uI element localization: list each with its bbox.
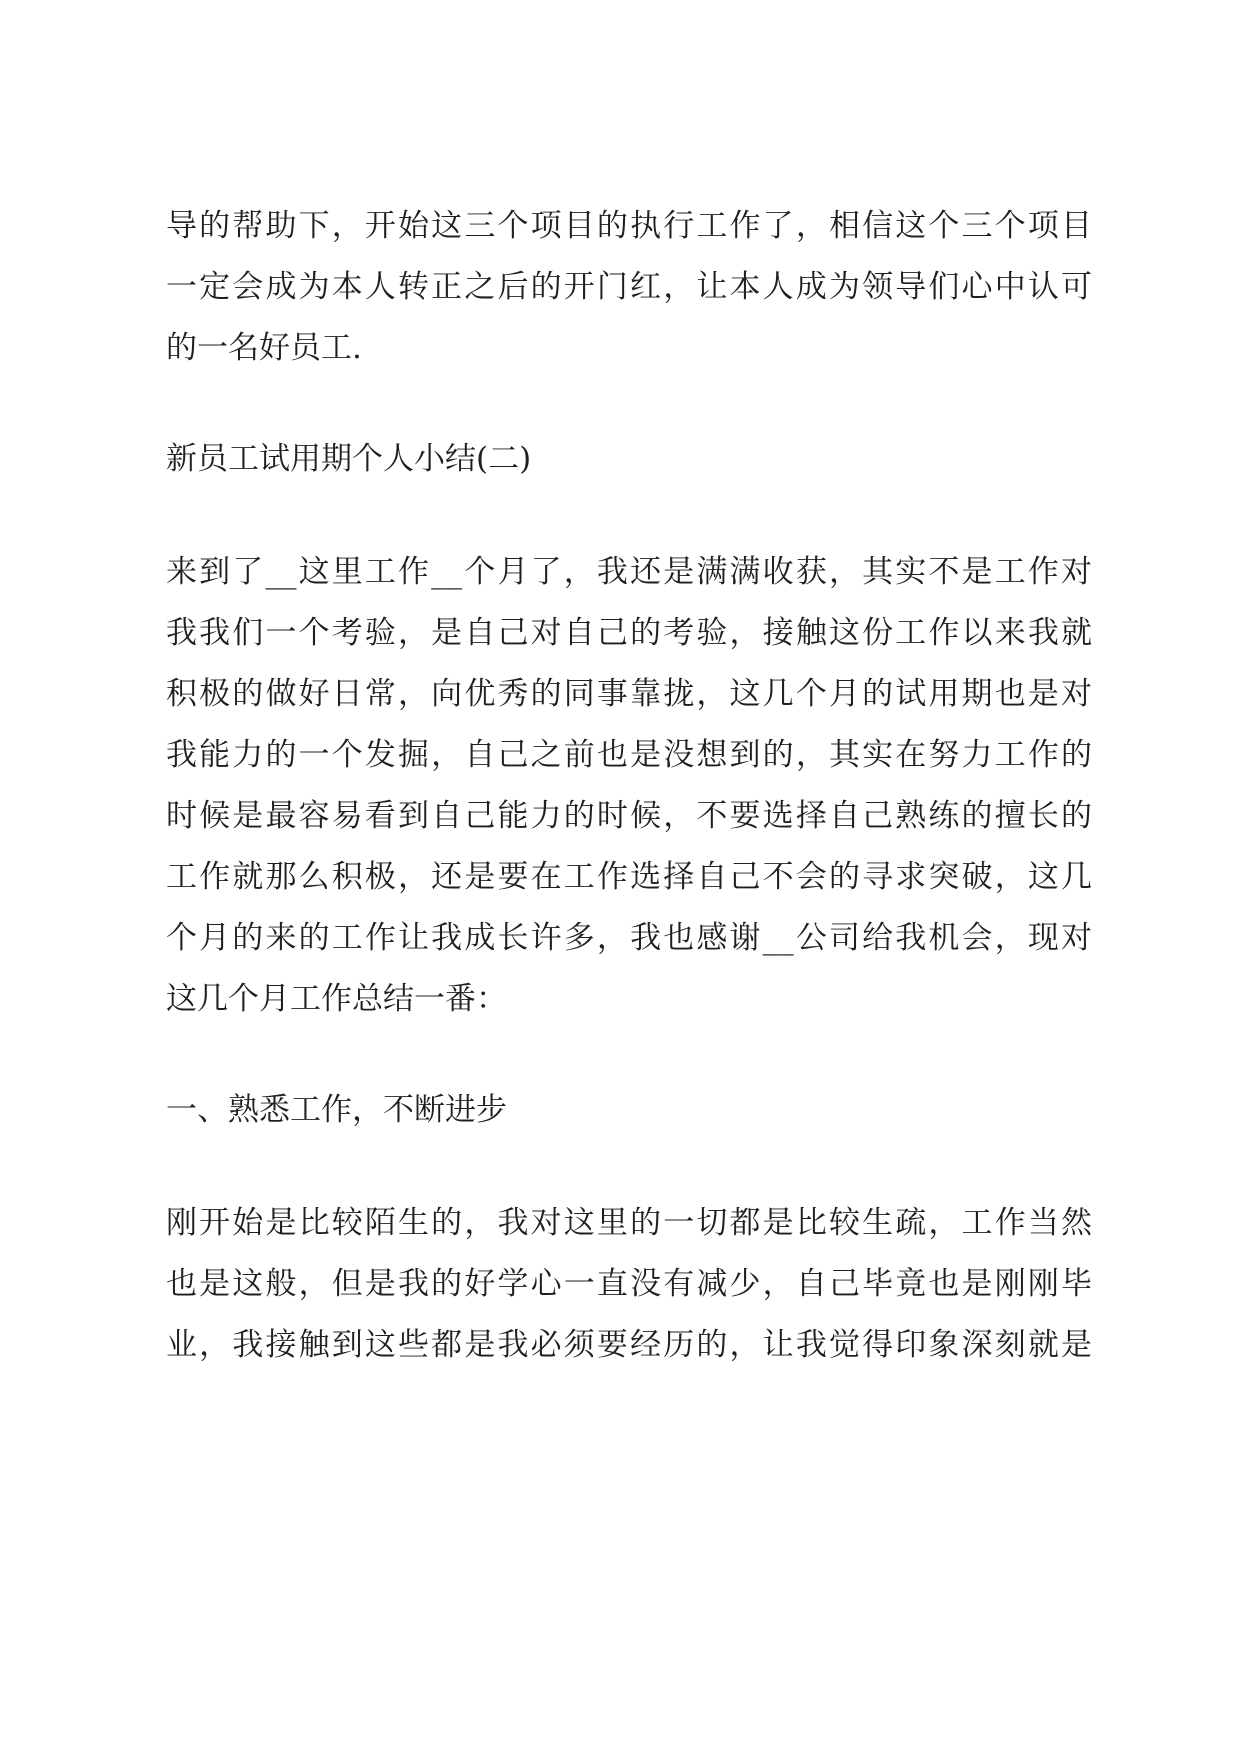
- text-line: 的一名好员工.: [166, 330, 362, 366]
- text-line: 业，我接触到这些都是我必须要经历的，让我觉得印象深刻就是: [166, 1327, 1092, 1363]
- text-line: 刚开始是比较陌生的，我对这里的一切都是比较生疏，工作当然: [166, 1205, 1092, 1241]
- text-line: 个月的来的工作让我成长许多，我也感谢__公司给我机会，现对: [166, 920, 1092, 956]
- text-line: 导的帮助下，开始这三个项目的执行工作了，相信这个三个项目: [166, 208, 1092, 244]
- text-line: 工作就那么积极，还是要在工作选择自己不会的寻求突破，这几: [166, 859, 1092, 895]
- section-title: 新员工试用期个人小结(二): [166, 441, 532, 477]
- text-line: 这几个月工作总结一番：: [166, 981, 507, 1017]
- text-line: 一定会成为本人转正之后的开门红，让本人成为领导们心中认可: [166, 269, 1092, 305]
- text-line: 来到了__这里工作__个月了，我还是满满收获，其实不是工作对: [166, 554, 1092, 590]
- text-line: 我我们一个考验，是自己对自己的考验，接触这份工作以来我就: [166, 615, 1092, 651]
- text-line: 时候是最容易看到自己能力的时候，不要选择自己熟练的擅长的: [166, 798, 1092, 834]
- text-line: 我能力的一个发掘，自己之前也是没想到的，其实在努力工作的: [166, 737, 1092, 773]
- text-line: 积极的做好日常，向优秀的同事靠拢，这几个月的试用期也是对: [166, 676, 1092, 712]
- section-heading: 一、熟悉工作，不断进步: [166, 1092, 507, 1128]
- text-line: 也是这般，但是我的好学心一直没有减少，自己毕竟也是刚刚毕: [166, 1266, 1092, 1302]
